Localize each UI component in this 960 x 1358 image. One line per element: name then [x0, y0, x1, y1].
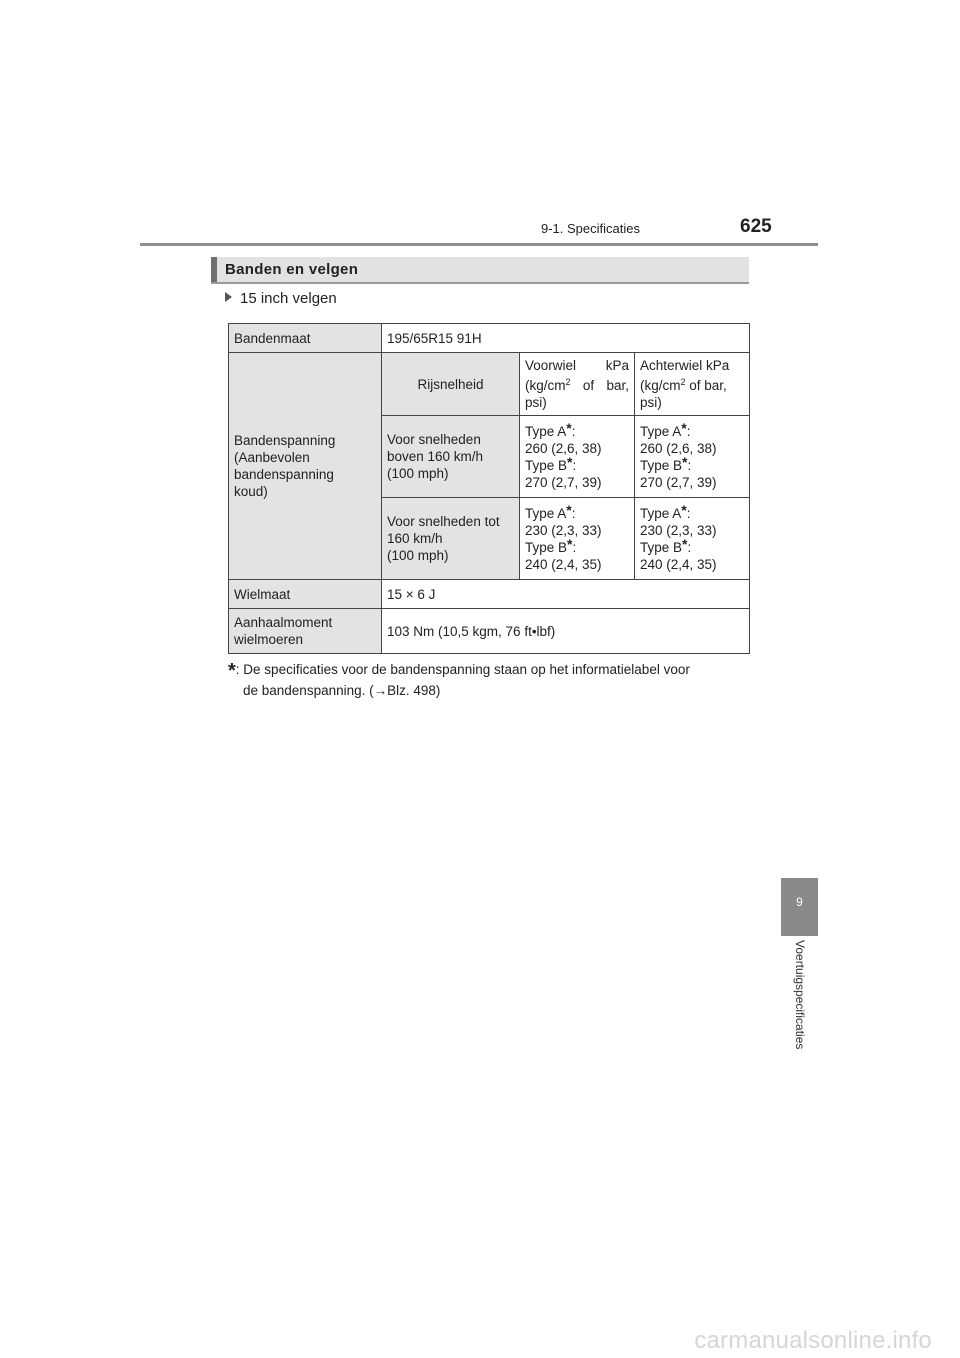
- type-b-label: Type B: [640, 457, 683, 473]
- footnote-marker: *: [567, 453, 573, 470]
- footnote-line: [228, 660, 753, 681]
- pressure-label-line: Bandenspanning: [234, 433, 336, 448]
- torque-label-line: Aanhaalmoment: [234, 615, 333, 630]
- table-row: [229, 609, 750, 654]
- subheading-text: 15 inch velgen: [240, 290, 337, 307]
- type-b-line: Type B*:: [640, 453, 692, 473]
- speed-header: Rijsnelheid: [382, 353, 520, 416]
- type-b-line: Type B*:: [525, 453, 577, 473]
- footnote-star: *: [228, 660, 236, 682]
- type-b-label: Type B: [640, 539, 683, 555]
- triangle-bullet-icon: [225, 292, 232, 302]
- type-a-label: Type A: [525, 423, 567, 439]
- type-a-value: 260 (2,6, 38): [525, 440, 602, 456]
- section-title: Banden en velgen: [225, 261, 359, 278]
- rear-pressure-cell: [635, 498, 750, 580]
- front-header-pre: Voorwiel kPa (kg/cm: [525, 358, 629, 393]
- footnote: [228, 660, 753, 701]
- rear-header: [635, 353, 750, 416]
- type-b-label: Type B: [525, 539, 568, 555]
- front-pressure-cell: [520, 416, 635, 498]
- pressure-label-line: koud): [234, 484, 268, 499]
- footnote-marker: *: [682, 535, 688, 552]
- type-b-label: Type B: [525, 457, 568, 473]
- section-marker: [211, 257, 217, 282]
- wheel-size-label: Wielmaat: [229, 580, 382, 609]
- header-section-title: 9-1. Specificaties: [541, 221, 640, 236]
- table-row: [229, 324, 750, 353]
- type-b-value: 270 (2,7, 39): [525, 474, 602, 490]
- rear-header-text: [640, 357, 744, 411]
- wheel-size-value: 15 × 6 J: [382, 580, 750, 609]
- torque-value: 103 Nm (10,5 kgm, 76 ft•lbf): [382, 609, 750, 654]
- table-row: [229, 580, 750, 609]
- footnote-marker: *: [566, 501, 572, 518]
- chapter-label: [781, 940, 818, 1080]
- speed-cell: [382, 416, 520, 498]
- table-row: [229, 353, 750, 416]
- footnote-marker: *: [682, 453, 688, 470]
- footnote-line-2: de bandenspanning. (→Blz. 498): [243, 683, 441, 698]
- front-pressure-cell: [520, 498, 635, 580]
- footnote-marker: *: [681, 501, 687, 518]
- pressure-label-line: (Aanbevolen: [234, 450, 310, 465]
- pressure-label-line: bandenspanning: [234, 467, 334, 482]
- subheading: [225, 290, 337, 307]
- section-heading-bar: [211, 257, 749, 284]
- rear-header-sup: 2: [680, 377, 686, 387]
- speed-line: 160 km/h: [387, 531, 443, 546]
- type-a-line: Type A*:: [525, 501, 576, 521]
- chapter-label-text: Voertuigspecificaties: [792, 940, 807, 1050]
- front-header-sup: 2: [565, 377, 571, 387]
- speed-line: (100 mph): [387, 548, 449, 563]
- watermark-text: carmanualsonline.info: [694, 1327, 932, 1354]
- speed-line: boven 160 km/h: [387, 449, 484, 464]
- chapter-tab: 9: [781, 878, 818, 936]
- pressure-label: [229, 353, 382, 580]
- type-b-value: 240 (2,4, 35): [525, 556, 602, 572]
- footnote-text: : De specificaties voor de bandenspanning staan op het informatielabel voor: [235, 662, 690, 677]
- type-a-label: Type A: [640, 505, 682, 521]
- page-number: 625: [740, 216, 772, 237]
- tire-size-label: Bandenmaat: [229, 324, 382, 353]
- speed-line: Voor snelheden tot: [387, 514, 500, 529]
- type-a-label: Type A: [640, 423, 682, 439]
- type-a-line: Type A*:: [640, 419, 691, 439]
- type-a-line: Type A*:: [640, 501, 691, 521]
- rear-header-pre: Achterwiel kPa (kg/cm: [640, 358, 730, 393]
- torque-label-line: wielmoeren: [234, 632, 304, 647]
- front-header-text: [525, 357, 629, 411]
- type-b-line: Type B*:: [525, 535, 577, 555]
- speed-cell: [382, 498, 520, 580]
- front-header-post: of bar, psi): [525, 378, 629, 410]
- type-b-value: 240 (2,4, 35): [640, 556, 717, 572]
- type-a-value: 260 (2,6, 38): [640, 440, 717, 456]
- torque-label: [229, 609, 382, 654]
- type-b-line: Type B*:: [640, 535, 692, 555]
- rear-header-post: of bar, psi): [640, 378, 727, 410]
- header-divider: [140, 243, 818, 246]
- type-a-value: 230 (2,3, 33): [525, 522, 602, 538]
- footnote-marker: *: [566, 419, 572, 436]
- speed-line: (100 mph): [387, 466, 449, 481]
- type-a-line: Type A*:: [525, 419, 576, 439]
- front-header: [520, 353, 635, 416]
- type-a-value: 230 (2,3, 33): [640, 522, 717, 538]
- type-a-label: Type A: [525, 505, 567, 521]
- rear-pressure-cell: [635, 416, 750, 498]
- type-b-value: 270 (2,7, 39): [640, 474, 717, 490]
- tire-spec-table: [228, 323, 750, 654]
- speed-line: Voor snelheden: [387, 432, 481, 447]
- footnote-marker: *: [681, 419, 687, 436]
- watermark: [0, 1323, 960, 1358]
- tire-size-value: 195/65R15 91H: [382, 324, 750, 353]
- footnote-marker: *: [567, 535, 573, 552]
